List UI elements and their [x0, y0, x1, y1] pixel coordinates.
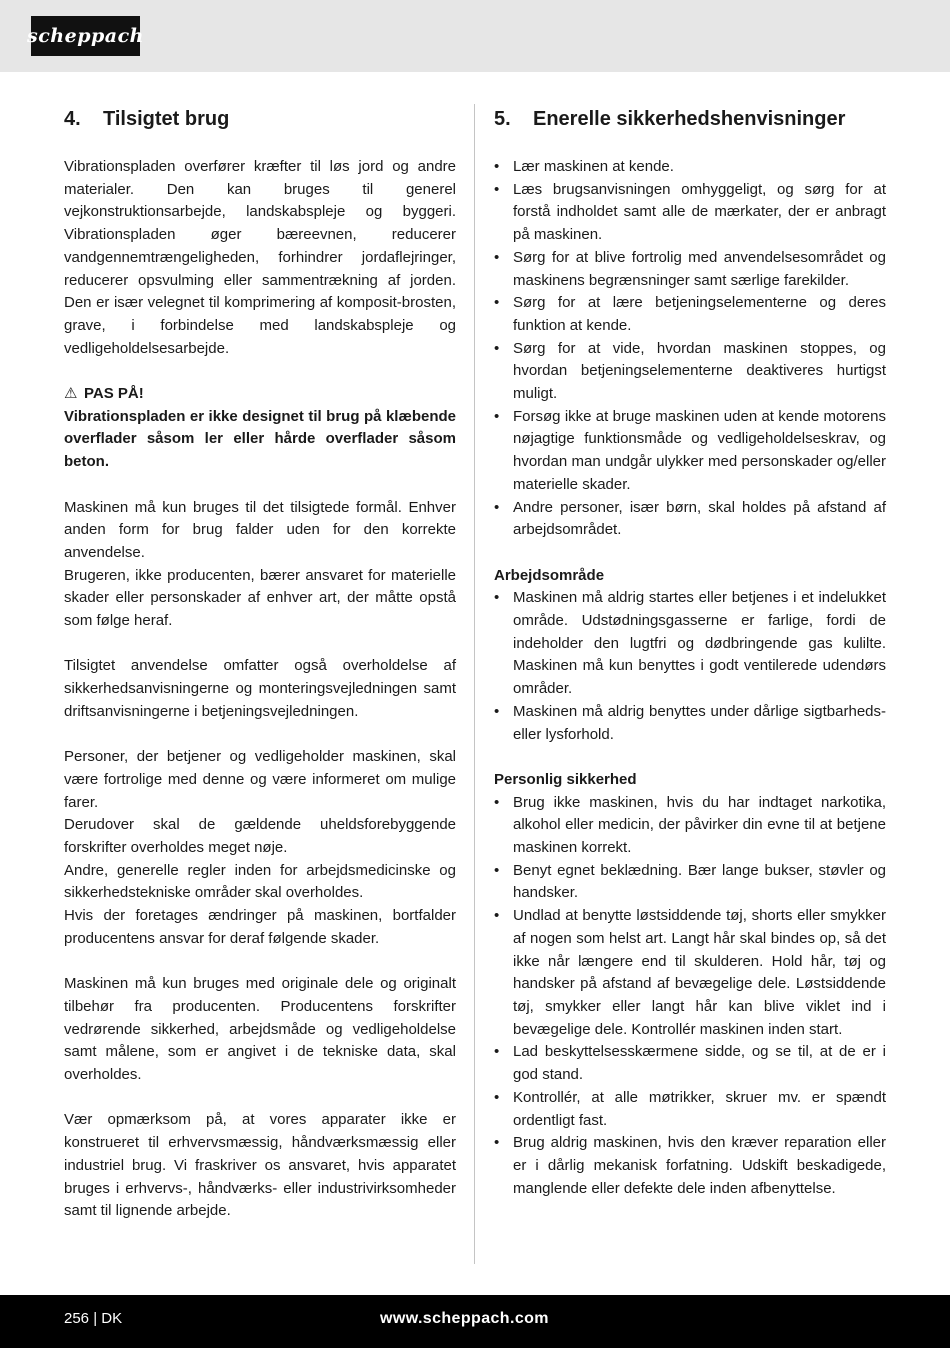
general-safety-list: [494, 156, 886, 542]
work-area-heading: Arbejdsområde: [494, 566, 605, 584]
list-item: • Lad beskyttelsesskærmene sidde, og se til, at de er i god stand.: [494, 1041, 886, 1086]
paragraph: Personer, der betjener og vedligeholder maskinen, skal være fortrolige med denne og være informeret om mulige farer.: [64, 748, 456, 811]
section-5-heading: [494, 104, 886, 134]
page-header: [0, 0, 950, 72]
list-item: • Sørg for at lære betjeningselementerne og deres funktion at kende.: [494, 292, 886, 337]
warning-triangle-icon: ⚠: [64, 385, 78, 403]
scheppach-logo: scheppach: [31, 16, 140, 56]
warning-text: Vibrationspladen er ikke designet til brug på klæbende overflader såsom ler eller hårde overflader såsom beton.: [64, 407, 456, 471]
paragraph: Maskinen må kun bruges til det tilsigtede formål. Enhver anden form for brug falder uden for den korrekte anvendelse.: [64, 498, 456, 561]
page-number: 256 | DK: [64, 1310, 123, 1327]
list-item: • Lær maskinen at kende.: [494, 156, 886, 179]
section-4-body: [64, 156, 456, 1223]
list-item: • Undlad at benytte løstsiddende tøj, shorts eller smykker af nogen som helst art. Langt hår skal bindes op, så det ikke når længere end til skulderen. Hold hår, tøj og handsker på afstand af bevægelige dele. Løstsiddende tøj, smykker eller langt hår kan blive viklet ind i bevægelige dele. Kontrollér maskinen inden start.: [494, 905, 886, 1041]
list-item: • Andre personer, især børn, skal holdes på afstand af arbejdsområdet.: [494, 497, 886, 542]
paragraph: Hvis der foretages ændringer på maskinen, bortfalder producentens ansvar for deraf følgende skader.: [64, 907, 456, 947]
section-5-title: Enerelle sikkerhedshenvisninger: [533, 108, 846, 130]
left-column: [64, 104, 456, 1223]
section-4-number: 4.: [64, 108, 81, 130]
section-5-body: [494, 156, 886, 1200]
right-column: [494, 104, 886, 1200]
section-4-title: Tilsigtet brug: [103, 108, 230, 130]
section-4-heading: [64, 104, 456, 134]
section-5-number: 5.: [494, 108, 511, 130]
list-item: • Brug ikke maskinen, hvis du har indtaget narkotika, alkohol eller medicin, der påvirker din evne til at betjene maskinen korrekt.: [494, 792, 886, 860]
warning-title: PAS PÅ!: [84, 385, 144, 403]
personal-safety-heading: Personlig sikkerhed: [494, 770, 637, 788]
list-item: • Sørg for at vide, hvordan maskinen stoppes, og hvordan betjeningselementerne deaktiveres hurtigst muligt.: [494, 338, 886, 406]
personal-safety-list: [494, 792, 886, 1201]
list-item: • Benyt egnet beklædning. Bær lange bukser, støvler og handsker.: [494, 860, 886, 905]
list-item: • Forsøg ikke at bruge maskinen uden at kende motorens nøjagtige funktionsmåde og vedligeholdelseskrav, og hvordan man undgår ulykker med personskader og/eller materielle skader.: [494, 406, 886, 497]
paragraph: Vær opmærksom på, at vores apparater ikke er konstrueret til erhvervsmæssig, håndværksmæssig eller industriel brug. Vi fraskriver os ansvaret, hvis apparatet bruges i erhvervs-, håndværks- eller industrivirksomheder samt til lignende arbejde.: [64, 1111, 456, 1220]
list-item: • Læs brugsanvisningen omhyggeligt, og sørg for at forstå indholdet samt alle de mærkater, der er anbragt på maskinen.: [494, 179, 886, 247]
paragraph: Tilsigtet anvendelse omfatter også overholdelse af sikkerhedsanvisningerne og monteringsvejledningen samt driftsanvisningerne i betjeningsvejledningen.: [64, 657, 456, 720]
work-area-list: [494, 587, 886, 746]
warning-heading: [64, 383, 456, 406]
paragraph: Maskinen må kun bruges med originale dele og originalt tilbehør fra producenten. Producentens forskrifter vedrørende sikkerhed, arbejdsmåde og vedligeholdelse samt målene, som er angivet i de tekniske data, skal overholdes.: [64, 975, 456, 1084]
paragraph: Derudover skal de gældende uheldsforebyggende forskrifter overholdes meget nøje.: [64, 816, 456, 857]
paragraph: Andre, generelle regler inden for arbejdsmedicinske og sikkerhedstekniske områder skal overholdes.: [64, 861, 456, 902]
list-item: • Sørg for at blive fortrolig med anvendelsesområdet og maskinens begrænsninger samt særlige farekilder.: [494, 247, 886, 292]
list-item: • Maskinen må aldrig benyttes under dårlige sigtbarheds- eller lysforhold.: [494, 701, 886, 746]
paragraph: Brugeren, ikke producenten, bærer ansvaret for materielle skader eller personskader af enhver art, der måtte opstå som følge heraf.: [64, 566, 456, 630]
list-item: • Kontrollér, at alle møtrikker, skruer mv. er spændt ordentligt fast.: [494, 1087, 886, 1132]
column-divider: [474, 104, 475, 1264]
website-link[interactable]: www.scheppach.com: [380, 1310, 549, 1327]
paragraph: Vibrationspladen overfører kræfter til løs jord og andre materialer. Den kan bruges til generel vejkonstruktionsarbejde, landskabspleje og byggeri. Vibrationspladen øger bæreevnen, reducerer vandgennemtrængeligheden, forhindrer jordaflejringer, reducerer opsvulming eller sammentrækning af jorden. Den er især velegnet til komprimering af komposit-brosten, grave, i forbindelse med landskabspleje og vedligeholdelsesarbejde.: [64, 158, 456, 357]
list-item: • Brug aldrig maskinen, hvis den kræver reparation eller er i dårlig mekanisk forfatning. Udskift beskadigede, manglende eller defekte dele inden afbenyttelse.: [494, 1132, 886, 1200]
list-item: • Maskinen må aldrig startes eller betjenes i et indelukket område. Udstødningsgasserne er farlige, fordi de indeholder den lugtfri og dødbringende gas kulilte. Maskinen må kun benyttes i godt ventilerede udendørs områder.: [494, 587, 886, 701]
page-footer: [0, 1295, 950, 1348]
